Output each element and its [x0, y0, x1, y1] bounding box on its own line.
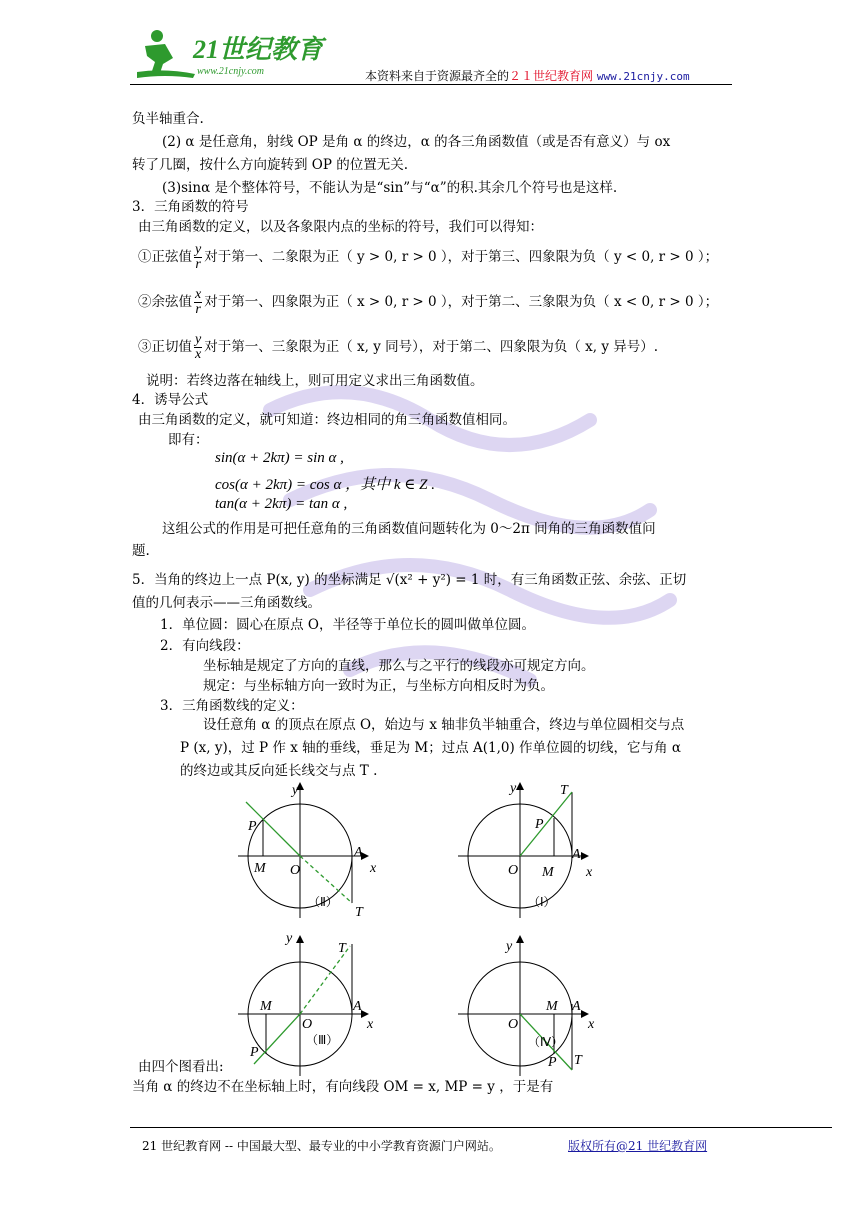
fraction-x-over-r: $\frac{x}{r}$ — [195, 287, 202, 317]
fig1-T: T — [560, 783, 568, 798]
fig1-O: O — [508, 863, 519, 878]
fig2-x: x — [370, 861, 377, 876]
fig3-O: O — [302, 1017, 313, 1032]
fig3-label: （Ⅲ） — [306, 1033, 339, 1047]
formula-sin: sin(α + 2kπ) = sin α , — [215, 450, 344, 466]
fig4-A: A — [572, 999, 581, 1014]
fig4-label: （Ⅳ） — [528, 1035, 564, 1049]
item-2b: 规定：与坐标轴方向一致时为正，与坐标方向相反时为负。 — [203, 678, 554, 694]
fig2-O: O — [290, 863, 301, 878]
formula-tan: tan(α + 2kπ) = tan α , — [215, 496, 348, 512]
figure-quadrant-2 — [238, 783, 368, 918]
fig1-P: P — [535, 817, 544, 832]
note-2a: (2) α 是任意角，射线 OP 是角 α 的终边，α 的各三角函数值（或是否有意义）与 ox — [162, 134, 671, 150]
site-logo — [135, 24, 335, 84]
last-line: 当角 α 的终边不在坐标轴上时，有向线段 OM = x, MP = y ，于是有 — [132, 1079, 554, 1095]
fig1-M: M — [542, 865, 554, 880]
fig3-x: x — [367, 1017, 374, 1032]
section-3-note: 说明：若终边落在轴线上，则可用定义求出三角函数值。 — [146, 373, 484, 389]
section-4-have: 即有： — [168, 432, 209, 448]
section-5-b: 值的几何表示——三角函数线。 — [132, 595, 321, 611]
fig3-M: M — [260, 999, 272, 1014]
item-1: 1．单位圆：圆心在原点 O，半径等于单位长的圆叫做单位圆。 — [160, 617, 535, 633]
fig1-A: A — [572, 847, 581, 862]
four-figures-note: 由四个图看出: — [138, 1059, 224, 1075]
section-3-title: 3．三角函数的符号 — [132, 199, 249, 215]
fig3-T: T — [338, 941, 346, 956]
header-divider — [130, 84, 732, 85]
section-3-intro: 由三角函数的定义，以及各象限内点的坐标的符号，我们可以得知： — [138, 219, 543, 235]
figure-quadrant-4 — [458, 936, 588, 1076]
section-4-use-a: 这组公式的作用是可把任意角的三角函数值问题转化为 0～2π 间角的三角函数值问 — [162, 521, 656, 537]
sign-sine: ①正弦值 $\frac{y}{r}$ 对于第一、二象限为正（ y > 0, r > 0 ），对于第三、四象限为负（ y < 0, r > 0 ）； — [138, 242, 719, 272]
item-3b: P (x, y)，过 P 作 x 轴的垂线，垂足为 M；过点 A(1,0) 作单位圆的切线，它与角 α — [180, 740, 681, 756]
fig4-x: x — [588, 1017, 595, 1032]
logo-url: www.21cnjy.com — [197, 66, 265, 77]
copyright-link[interactable]: 版权所有@21 世纪教育网 — [568, 1139, 708, 1153]
fig2-y: y — [292, 783, 299, 798]
footer-text: 21 世纪教育网 -- 中国最大型、最专业的中小学教育资源门户网站。 — [142, 1139, 501, 1153]
item-3c: 的终边或其反向延长线交与点 T . — [180, 763, 378, 779]
section-4-title: 4．诱导公式 — [132, 392, 209, 408]
brand-name: ２１世纪教育网 — [509, 69, 594, 83]
item-2a: 坐标轴是规定了方向的直线，那么与之平行的线段亦可规定方向。 — [203, 658, 595, 674]
sign-cosine: ②余弦值 $\frac{x}{r}$ 对于第一、四象限为正（ x > 0, r > 0 ），对于第二、三象限为负（ x < 0, r > 0 ）； — [138, 287, 719, 317]
section-4-intro: 由三角函数的定义，就可知道：终边相同的角三角函数值相同。 — [138, 412, 516, 428]
fig4-P: P — [548, 1055, 557, 1070]
fig1-y: y — [510, 781, 517, 796]
item-3: 3．三角函数线的定义： — [160, 698, 304, 714]
sign-tangent: ③正切值 $\frac{y}{x}$ 对于第一、三象限为正（ x, y 同号），对于第二、四象限为负（ x, y 异号）. — [138, 332, 659, 362]
fig4-y: y — [506, 939, 513, 954]
logo-text: 21世纪教育 — [193, 35, 324, 64]
brand-url: www.21cnjy.com — [596, 70, 690, 83]
fraction-y-over-r: $\frac{y}{r}$ — [195, 242, 202, 272]
fig3-A: A — [353, 999, 362, 1014]
item-2: 2．有向线段： — [160, 638, 250, 654]
formula-cos: cos(α + 2kπ) = cos α ，其中 k ∈ Z . — [215, 477, 435, 493]
fig4-M: M — [546, 999, 558, 1014]
fig2-M: M — [254, 861, 266, 876]
fig2-A: A — [354, 845, 363, 860]
fraction-y-over-x: $\frac{y}{x}$ — [195, 332, 202, 362]
figure-quadrant-1 — [458, 783, 588, 918]
note-3: (3)sinα 是个整体符号，不能认为是“sin”与“α”的积.其余几个符号也是这样. — [162, 180, 618, 196]
section-5-a: 5．当角的终边上一点 P(x, y) 的坐标满足 √(x² + y²) = 1 时，有三角函数正弦、余弦、正切 — [132, 572, 687, 588]
fig3-P: P — [250, 1045, 259, 1060]
fig2-P: P — [248, 819, 257, 834]
fig4-T: T — [574, 1053, 582, 1068]
footer-divider — [130, 1127, 832, 1128]
fig1-x: x — [586, 865, 593, 880]
fig2-label: （Ⅱ） — [308, 895, 338, 909]
header-tagline: 本资料来自于资源最齐全的２１世纪教育网 www.21cnjy.com — [365, 69, 690, 83]
fig1-label: （Ⅰ） — [528, 895, 556, 909]
item-3a: 设任意角 α 的顶点在原点 O，始边与 x 轴非负半轴重合，终边与单位圆相交与点 — [203, 717, 685, 733]
fig3-y: y — [286, 931, 293, 946]
section-4-use-b: 题. — [132, 543, 150, 559]
line-1: 负半轴重合. — [132, 111, 204, 127]
fig2-T: T — [355, 905, 363, 920]
note-2b: 转了几圈，按什么方向旋转到 OP 的位置无关. — [132, 157, 409, 173]
fig4-O: O — [508, 1017, 519, 1032]
unit-circle-figures — [220, 778, 640, 1096]
